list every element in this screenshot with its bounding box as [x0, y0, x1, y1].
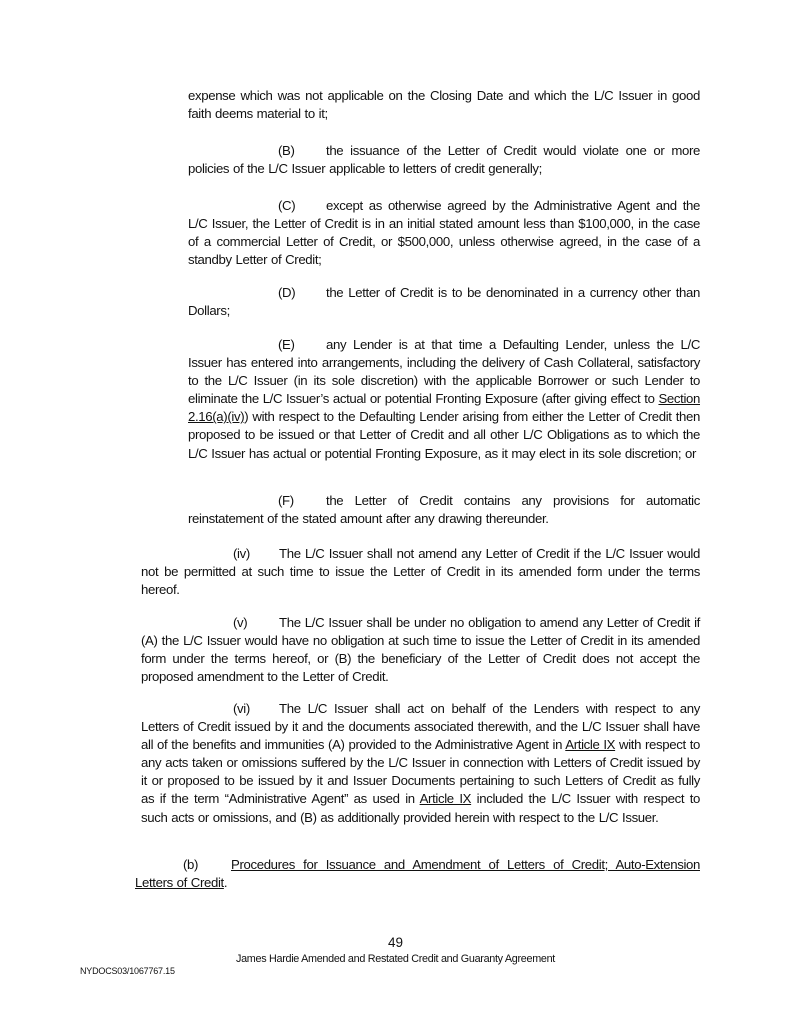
paragraph-text: The L/C Issuer shall be under no obligation to amend any Letter of Credit if (A) the L/C Issuer would have no obligation at such time to issue the Letter of Credit in its amended form under the terms hereof, or (B) the beneficiary of the Letter of Credit does not accept the proposed amendment to the Letter of Credit.: [141, 615, 700, 685]
paragraph-E: [188, 336, 700, 463]
paragraph-continuation: [188, 87, 700, 123]
paragraph-text: the issuance of the Letter of Credit would violate one or more policies of the L/C Issuer applicable to letters of credit generally;: [188, 143, 700, 177]
article-reference-link: Article IX: [565, 737, 616, 753]
section-heading-period: .: [223, 875, 228, 891]
paragraph-v: [141, 614, 700, 686]
document-id: NYDOCS03/1067767.15: [80, 966, 175, 976]
clause-label: (D): [278, 285, 296, 300]
paragraph-C: [188, 197, 700, 269]
paragraph-text: The L/C Issuer shall act on behalf of the Lenders with respect to any Letters of Credit issued by it and the documents associated therewith, and the L/C Issuer shall have all of the benefits and immunities (A) provided to the Administrative Agent in: [141, 701, 700, 753]
paragraph-text: The L/C Issuer shall not amend any Letter of Credit if the L/C Issuer would not be permitted at such time to issue the Letter of Credit in its amended form under the terms hereof.: [141, 546, 700, 598]
paragraph-text: the Letter of Credit is to be denominated in a currency other than Dollars;: [188, 285, 700, 319]
clause-label: (E): [278, 337, 295, 352]
clause-label: (v): [233, 615, 248, 630]
paragraph-text: the Letter of Credit contains any provisions for automatic reinstatement of the stated amount after any drawing thereunder.: [188, 493, 700, 527]
paragraph-text: except as otherwise agreed by the Administrative Agent and the L/C Issuer, the Letter of Credit is in an initial stated amount less than $100,000, in the case of a commercial Letter of Credit, or $500,000, unless otherwise agreed, in the case of a standby Letter of Credit;: [188, 198, 700, 268]
section-reference-link: Section 2.16(a)(iv): [188, 391, 700, 425]
paragraph-D: [188, 284, 700, 320]
footer-title: James Hardie Amended and Restated Credit and Guaranty Agreement: [236, 953, 555, 965]
section-heading-text: Procedures for Issuance and Amendment of Letters of Credit; Auto-Extension Letters of Credit: [135, 857, 700, 891]
paragraph-B: [188, 142, 700, 178]
paragraph-iv: [141, 545, 700, 599]
section-heading-b: [135, 856, 700, 892]
article-reference-link: Article IX: [419, 791, 472, 807]
clause-label: (iv): [233, 546, 250, 561]
paragraph-text: included the L/C Issuer with respect to such acts or omissions, and (B) as additionally provided herein with respect to the L/C Issuer.: [141, 791, 701, 825]
clause-label: (vi): [233, 701, 250, 716]
clause-label: (F): [278, 493, 294, 508]
paragraph-text: any Lender is at that time a Defaulting Lender, unless the L/C Issuer has entered into arrangements, including the delivery of Cash Collateral, satisfactory to the L/C Issuer (in its sole discretion) with the applicable Borrower or such Lender to eliminate the L/C Issuer’s actual or potential Fronting Exposure (after giving effect to: [188, 337, 700, 407]
paragraph-vi: [141, 700, 700, 827]
section-label: (b): [183, 857, 199, 872]
paragraph-text: with respect to any acts taken or omissions suffered by the L/C Issuer in connection with Letters of Credit issued by it or proposed to be issued by it and Issuer Documents pertaining to such Letters of Credit as fully as if the term “Administrative Agent” as used in: [141, 737, 700, 807]
paragraph-F: [188, 492, 700, 528]
clause-label: (B): [278, 143, 295, 158]
paragraph-text: ) with respect to the Defaulting Lender arising from either the Letter of Credit then proposed to be issued or that Letter of Credit and all other L/C Obligations as to which the L/C Issuer has actual or potential Fronting Exposure, as it may elect in its sole discretion; or: [188, 409, 700, 461]
clause-label: (C): [278, 198, 296, 213]
page-number: 49: [387, 935, 404, 950]
paragraph-text: expense which was not applicable on the Closing Date and which the L/C Issuer in good faith deems material to it;: [188, 88, 700, 122]
